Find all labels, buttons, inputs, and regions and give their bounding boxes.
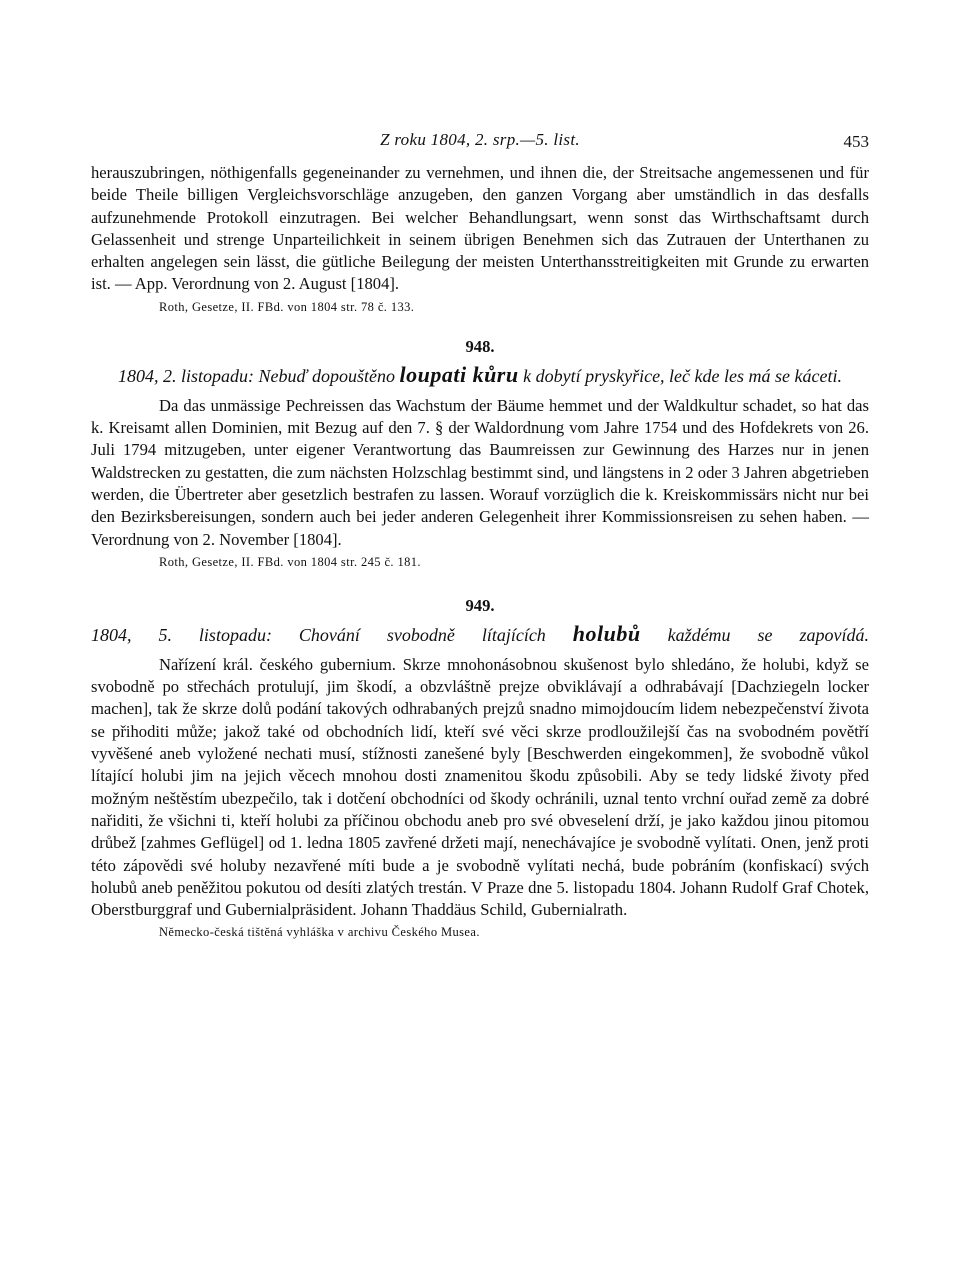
running-header <box>91 130 869 160</box>
entry-heading-text-end: každému se zapovídá. <box>667 624 869 645</box>
entry-heading <box>91 362 869 389</box>
entry-heading-date: 1804, 2. listopadu: <box>118 365 255 386</box>
entry-number: 948. <box>465 336 495 356</box>
entry-948 <box>91 336 869 571</box>
entry-source: Roth, Gesetze, II. FBd. von 1804 str. 245 č. 181. <box>159 554 421 569</box>
entry-number: 949. <box>465 595 495 615</box>
entry-heading-text-end: k dobytí pryskyřice, leč kde les má se káceti. <box>523 365 842 386</box>
entry-body: Nařízení král. českého gubernium. Skrze mnohonásobnou skušenost bylo shledáno, že holubi, když se svobodně po střechách protulují, jim škodí, a obzvláštně prejze obviklávají a odhrabávají [Dachziegeln locker machen], tak že skrze dolů podání takových odhrabaných prejzů snadno mimojdoucím lidem nebezpečenství života se přihoditi může; jakož také od obchodních lidí, kteří své věci skrze prodloužilejší čas na svobodném povětří vyvěšené aneb vyložené nechati musí, stížnosti zanešené byly [Beschwerden eingekommen], že svobodně vůkol lítající holubi jim na jejich věcech mnohou dosti znamenitou škodu způsobili. Aby se tedy lidské životy před možným neštěstím ubezpečilo, tak i dotčení obchodníci od škody ochránili, uznal tento vrchní ouřad země za dobré nařiditi, že všichni ti, kteří holubi za příčinou obchodu aneb pro své obveselení drží, je jako každou jinou pitomou drůbež [zahmes Geflügel] od 1. ledna 1805 zavřené držeti mají, nenechávajíce je svobodně vylítati. Onen, jenž proti této zápovědi své holuby nezavřené míti bude a je svobodně vylítati nechá, bude pobráním (konfiskací) svých holubů aneb peněžitou pokutou od desíti zlatých trestán. V Praze dne 5. listopadu 1804. Johann Rudolf Graf Chotek, Oberstburggraf und Gubernialpräsident. Johann Thaddäus Schild, Gubernialrath. <box>91 654 869 920</box>
entry-heading-emphasis: loupati kůru <box>399 361 519 387</box>
entry-source: Německo-česká tištěná vyhláška v archivu Českého Musea. <box>159 925 480 940</box>
entry-heading-text: Chování svobodně lítajících <box>298 624 546 645</box>
entry-heading-emphasis: holubů <box>572 620 641 646</box>
entry-heading <box>91 621 869 648</box>
entry-heading-date: 1804, 5. listopadu: <box>91 624 272 645</box>
document-page <box>91 130 869 941</box>
running-title: Z roku 1804, 2. srp.—5. list. <box>380 130 580 149</box>
entry-heading-text: Nebuď dopouštěno <box>258 365 395 386</box>
entry-body: Da das unmässige Pechreissen das Wachstum der Bäume hemmet und der Waldkultur schadet, so hat das k. Kreisamt allen Dominien, mit Bezug auf den 7. § der Waldordnung vom Jahre 1754 und des Hofdekrets von 26. Juli 1794 mitzugeben, unter eigener Verantwortung das Baumreissen zur Gewinnung des Harzes nur in jenen Waldstrecken zu gestatten, die zum nächsten Holzschlag bestimmt sind, und längstens in 2 oder 3 Jahren abgetrieben werden, die Übertreter aber gesetzlich bestrafen zu lassen. Worauf vorzüglich die k. Kreiskommissärs nicht nur bei den Bezirksbereisungen, sondern auch bei jeder anderen Gelegenheit ihrer Kommissionsreisen zu sehen haben. — Verordnung von 2. November [1804]. <box>91 395 869 549</box>
continuation-source: Roth, Gesetze, II. FBd. von 1804 str. 78 č. 133. <box>159 299 415 314</box>
entry-949 <box>91 595 869 942</box>
page-number: 453 <box>843 132 869 151</box>
continuation-paragraph: herauszubringen, nöthigenfalls gegeneinander zu vernehmen, und ihnen die, der Streitsache angemessenen und für beide Theile billigen Vergleichsvorschläge anzugeben, den ganzen Vorgang aber umständlich in das desfalls aufzunehmende Protokoll einzutragen. Bei welcher Behandlungsart, wenn sonst das Wirthschaftsamt durch Gelassenheit und strenge Unparteilichkeit in seinem übrigen Benehmen sich das Zutrauen der Unterthanen zu erhalten angelegen sein lässt, die gütliche Beilegung der meisten Unterthansstreitigkeiten mit Grunde zu erwarten ist. — App. Verordnung von 2. August [1804]. <box>91 163 869 294</box>
